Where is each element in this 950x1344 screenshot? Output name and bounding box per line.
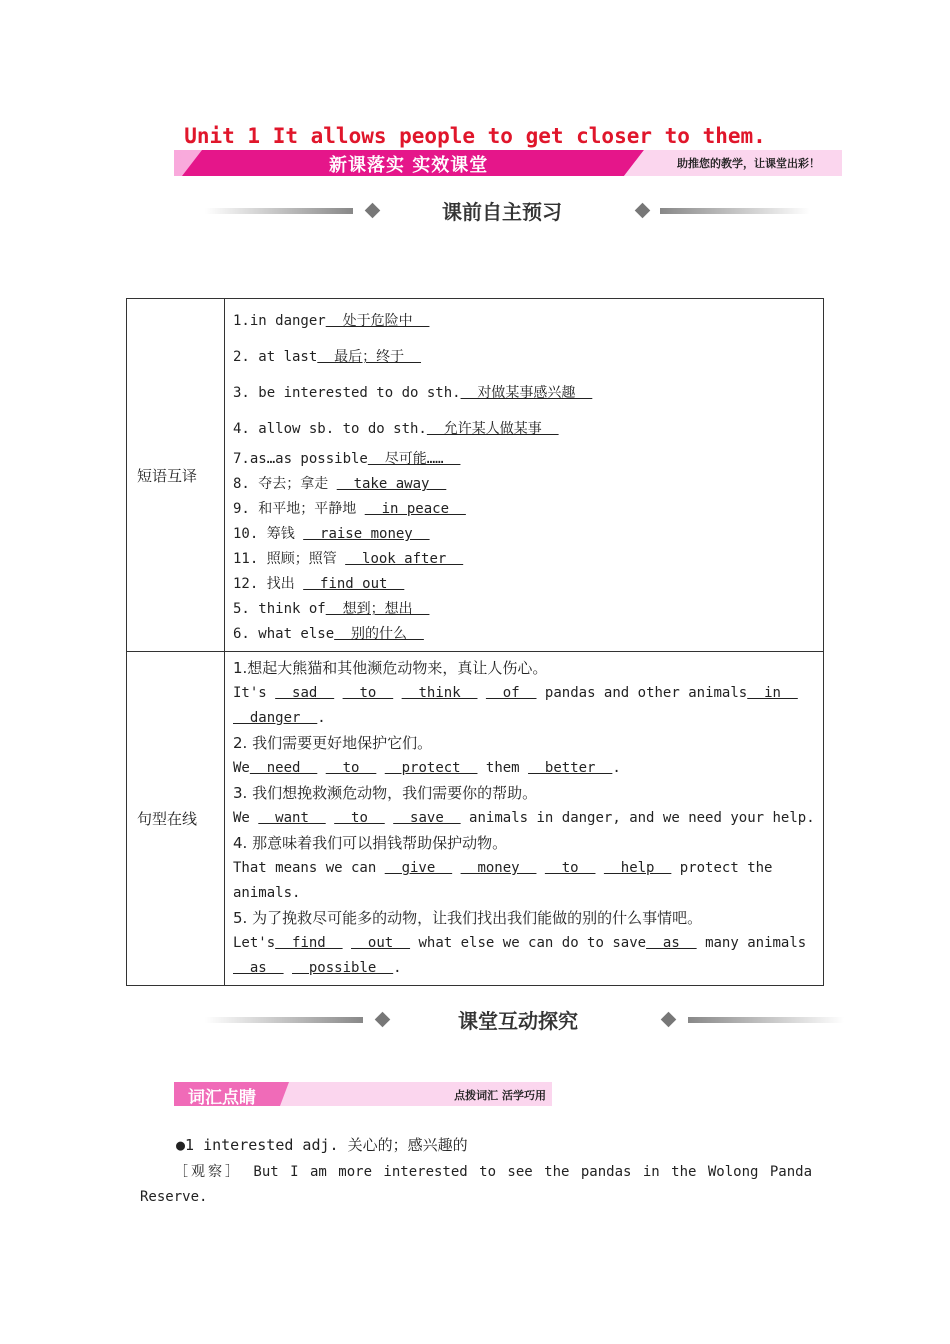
divider-right: [688, 1017, 844, 1023]
unit-title: Unit 1 It allows people to get closer to them.: [184, 124, 766, 148]
sentence-english: danger .: [233, 710, 326, 726]
list-item: 1.in danger 处于危险中: [233, 313, 430, 329]
list-item: 10. 筹钱 raise money: [233, 526, 430, 542]
sentence-english: It's sad to think of pandas and other animals in: [233, 685, 798, 701]
divider-left: [205, 208, 353, 214]
banner-left-text: 新课落实 实效课堂: [329, 155, 489, 176]
list-item: 11. 照顾；照管 look after: [233, 551, 464, 567]
section-title: 课前自主预习: [442, 200, 562, 224]
banner-slogan: 助推您的教学，让课堂出彩！: [677, 157, 820, 170]
list-item: 3. be interested to do sth. 对做某事感兴趣: [233, 385, 593, 401]
list-item: 4. allow sb. to do sth. 允许某人做某事: [233, 421, 559, 437]
vocab-bar-title: 词汇点睛: [188, 1088, 256, 1108]
row-label: 句型在线: [127, 652, 225, 986]
sentence-english: That means we can give money to help protect the: [233, 860, 773, 876]
sentence-list: [225, 652, 824, 986]
phrase-list: [225, 299, 824, 652]
section-heading-preview: [0, 196, 950, 226]
sentence-english: We need to protect them better .: [233, 760, 621, 776]
vocab-item: ●1 interested adj. 关心的；感兴趣的: [176, 1136, 468, 1154]
list-item: 7.as…as possible 尽可能……: [233, 451, 461, 467]
row-label: 短语互译: [127, 299, 225, 652]
section-heading-classroom: [0, 1005, 950, 1035]
sentence-chinese: 5. 为了挽救尽可能多的动物，让我们找出我们能做的别的什么事情吧。: [233, 909, 703, 927]
sentence-chinese: 3. 我们想挽救濒危动物，我们需要你的帮助。: [233, 784, 538, 802]
sentence-english: We want to save animals in danger, and we need your help.: [233, 810, 815, 826]
table-row: [127, 299, 824, 652]
sentence-chinese: 1.想起大熊猫和其他濒危动物来，真让人伤心。: [233, 659, 548, 677]
sentence-chinese: 4. 那意味着我们可以捐钱帮助保护动物。: [233, 834, 508, 852]
diamond-icon: [365, 203, 381, 219]
diamond-icon: [635, 203, 651, 219]
observe-example: ［观察］ But I am more interested to see the pandas in the Wolong Panda Reserve.: [140, 1164, 812, 1205]
vocab-bar-subtitle: 点拨词汇 活学巧用: [454, 1089, 546, 1102]
section-title: 课堂互动探究: [458, 1009, 578, 1033]
list-item: 6. what else 别的什么: [233, 626, 424, 642]
sentence-english: as possible .: [233, 960, 402, 976]
list-item: 2. at last 最后；终于: [233, 349, 422, 365]
sentence-chinese: 2. 我们需要更好地保护它们。: [233, 734, 433, 752]
divider-right: [660, 208, 810, 214]
diamond-icon: [661, 1012, 677, 1028]
list-item: 12. 找出 find out: [233, 576, 405, 592]
divider-left: [205, 1017, 363, 1023]
diamond-icon: [375, 1012, 391, 1028]
list-item: 5. think of 想到；想出: [233, 601, 430, 617]
sentence-english: Let's find out what else we can do to save as many animals: [233, 935, 807, 951]
vocab-bar: [174, 1082, 552, 1106]
banner: [174, 150, 842, 176]
table-row: [127, 652, 824, 986]
sentence-english: animals.: [233, 885, 301, 901]
list-item: 9. 和平地；平静地 in peace: [233, 501, 466, 517]
list-item: 8. 夺去；拿走 take away: [233, 476, 447, 492]
preview-table: [126, 298, 824, 986]
